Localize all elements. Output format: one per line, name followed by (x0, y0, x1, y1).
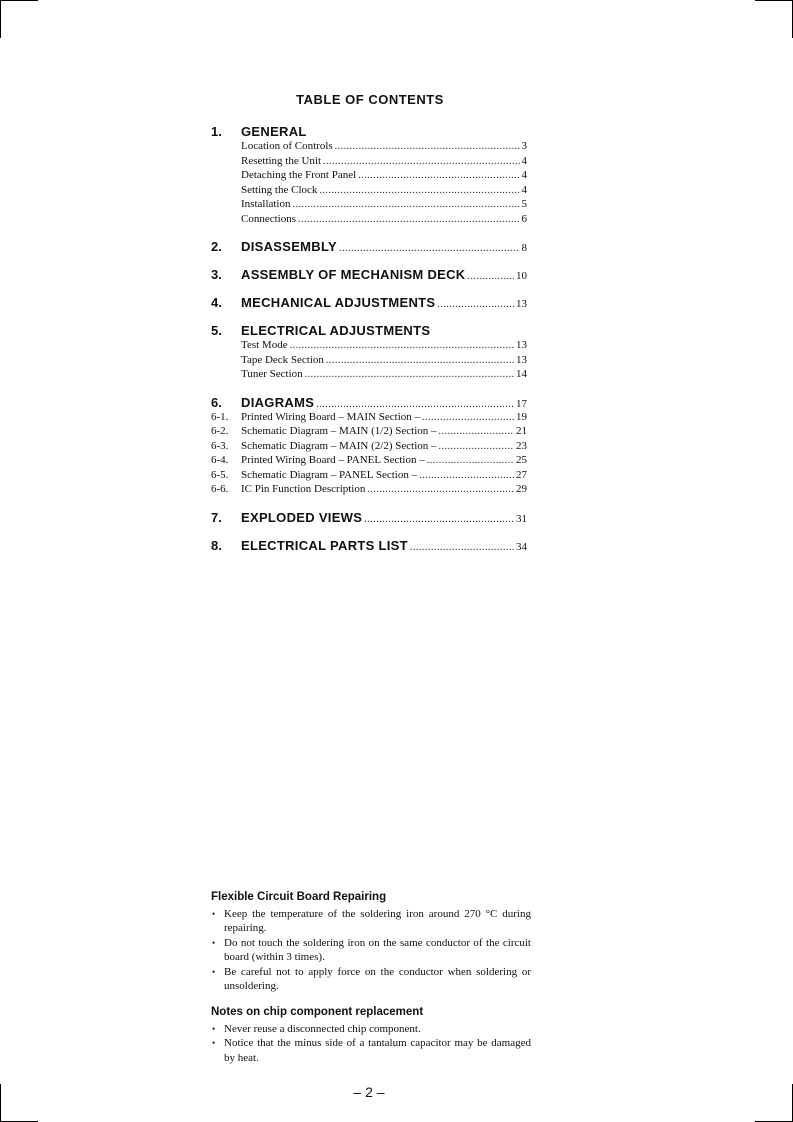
diagram-number: 6-4. (211, 454, 229, 466)
section-number: 3. (211, 267, 222, 282)
note-bullet: • Never reuse a disconnected chip component. (211, 1022, 531, 1037)
section-page: 17 (516, 397, 527, 410)
item-page: 27 (516, 468, 527, 481)
dot-leader (305, 369, 514, 380)
section-title: GENERAL (241, 124, 307, 139)
section-page: 10 (516, 270, 527, 282)
toc-item (241, 339, 527, 354)
note-heading: Notes on chip component replacement (211, 1006, 424, 1018)
note-bullet: • Be careful not to apply force on the conductor when soldering or unsoldering. (211, 965, 531, 994)
section-title: EXPLODED VIEWS (241, 509, 363, 525)
item-label: Schematic Diagram – MAIN (2/2) Section – (241, 439, 437, 452)
section-title-line (241, 124, 527, 139)
dot-leader (468, 271, 515, 282)
dot-leader (298, 214, 520, 225)
toc-section (211, 267, 527, 283)
toc-section (211, 538, 527, 554)
crop-mark-top-right-h (755, 0, 793, 1)
dot-leader (367, 484, 514, 495)
diagram-number: 6-5. (211, 468, 229, 481)
section-number: 2. (211, 239, 222, 254)
section-number: 4. (211, 295, 222, 310)
crop-mark-top-left-h (0, 0, 38, 1)
item-page: 4 (521, 154, 527, 167)
dot-leader (422, 412, 514, 423)
toc-item (241, 169, 527, 184)
item-label: Resetting the Unit (241, 154, 322, 167)
item-label: IC Pin Function Description (241, 483, 366, 495)
item-page: 5 (521, 198, 527, 210)
item-label: Test Mode (241, 339, 288, 351)
dot-leader (326, 355, 514, 366)
section-title-line (241, 538, 527, 553)
table-of-contents (211, 124, 527, 554)
diagram-number: 6-3. (211, 439, 229, 452)
toc-item (241, 368, 527, 383)
section-items (241, 339, 527, 383)
dot-leader (323, 156, 519, 167)
dot-leader (358, 170, 519, 181)
dot-leader (293, 199, 520, 210)
toc-item (241, 184, 527, 199)
note-bullet: • Do not touch the soldering iron on the same conductor of the circuit board (within 3 times). (211, 936, 531, 965)
section-title: MECHANICAL ADJUSTMENTS (241, 295, 436, 310)
section-title-line (241, 323, 527, 338)
note-bullet: • Notice that the minus side of a tantalum capacitor may be damaged by heat. (211, 1036, 531, 1065)
item-page: 3 (521, 140, 527, 152)
dot-leader (419, 470, 514, 481)
item-page: 13 (516, 339, 527, 351)
section-page: 13 (516, 298, 527, 310)
toc-section (211, 510, 527, 526)
section-title-line (241, 395, 527, 410)
note-bullet: • Keep the temperature of the soldering iron around 270 °C during repairing. (211, 907, 531, 936)
dot-leader (335, 141, 520, 152)
toc-diagram-item (211, 440, 527, 455)
section-page: 8 (521, 242, 527, 254)
section-number: 7. (211, 509, 222, 525)
toc-diagram-item (211, 469, 527, 484)
toc-diagram-item (211, 425, 527, 440)
section-number: 6. (211, 394, 222, 410)
section-items (241, 140, 527, 227)
item-page: 25 (516, 454, 527, 466)
dot-leader (316, 399, 514, 410)
section-title: DIAGRAMS (241, 394, 315, 410)
toc-section (211, 239, 527, 255)
section-title: ASSEMBLY OF MECHANISM DECK (241, 267, 466, 282)
item-label: Detaching the Front Panel (241, 169, 357, 181)
section-title-line (241, 510, 527, 525)
dot-leader (410, 542, 514, 553)
item-page: 6 (521, 212, 527, 225)
item-page: 13 (516, 353, 527, 366)
section-title: ELECTRICAL ADJUSTMENTS (241, 323, 431, 338)
dot-leader (439, 426, 514, 437)
item-page: 4 (521, 169, 527, 181)
section-number: 1. (211, 124, 222, 139)
toc-section (211, 395, 527, 411)
dot-leader (427, 455, 514, 466)
diagram-number: 6-6. (211, 483, 229, 495)
note-list (211, 907, 531, 994)
dot-leader (339, 243, 519, 254)
note-list (211, 1022, 531, 1066)
section-title: ELECTRICAL PARTS LIST (241, 537, 408, 553)
dot-leader (364, 514, 514, 525)
item-label: Printed Wiring Board – MAIN Section – (241, 410, 421, 423)
note-heading: Flexible Circuit Board Repairing (211, 891, 387, 903)
crop-mark-top-left-v (0, 0, 1, 38)
item-label: Connections (241, 212, 296, 225)
section-number: 8. (211, 537, 222, 553)
item-page: 19 (516, 410, 527, 423)
toc-section (211, 295, 527, 311)
section-title: DISASSEMBLY (241, 239, 338, 254)
diagram-number: 6-1. (211, 410, 229, 423)
section-page: 34 (516, 540, 527, 553)
dot-leader (439, 441, 514, 452)
section-page: 31 (516, 512, 527, 525)
toc-section (211, 323, 527, 339)
note-block-flex-board (211, 890, 531, 994)
toc-item (241, 155, 527, 170)
section-number: 5. (211, 323, 222, 338)
item-label: Tuner Section (241, 368, 303, 380)
diagram-items (211, 411, 527, 498)
item-label: Schematic Diagram – PANEL Section – (241, 468, 418, 481)
page-number: – 2 – (353, 1084, 385, 1100)
page-title: TABLE OF CONTENTS (296, 92, 444, 107)
item-label: Installation (241, 198, 291, 210)
section-title-line (241, 295, 527, 310)
item-page: 23 (516, 439, 527, 452)
section-title-line (241, 267, 527, 282)
note-block-chip-replacement (211, 1005, 531, 1065)
toc-item (241, 198, 527, 213)
section-title-line (241, 239, 527, 254)
item-page: 29 (516, 483, 527, 495)
dot-leader (437, 299, 514, 310)
item-page: 14 (516, 368, 527, 380)
toc-diagram-item (211, 411, 527, 426)
diagram-number: 6-2. (211, 425, 229, 437)
item-label: Schematic Diagram – MAIN (1/2) Section – (241, 425, 437, 437)
item-page: 21 (516, 425, 527, 437)
item-label: Printed Wiring Board – PANEL Section – (241, 454, 425, 466)
toc-item (241, 354, 527, 369)
toc-diagram-item (211, 454, 527, 469)
item-label: Tape Deck Section (241, 353, 324, 366)
toc-section (211, 124, 527, 140)
toc-diagram-item (211, 483, 527, 498)
dot-leader (319, 185, 519, 196)
toc-item (241, 140, 527, 155)
dot-leader (290, 340, 514, 351)
item-label: Location of Controls (241, 140, 333, 152)
item-label: Setting the Clock (241, 183, 318, 196)
item-page: 4 (521, 183, 527, 196)
toc-item (241, 213, 527, 228)
